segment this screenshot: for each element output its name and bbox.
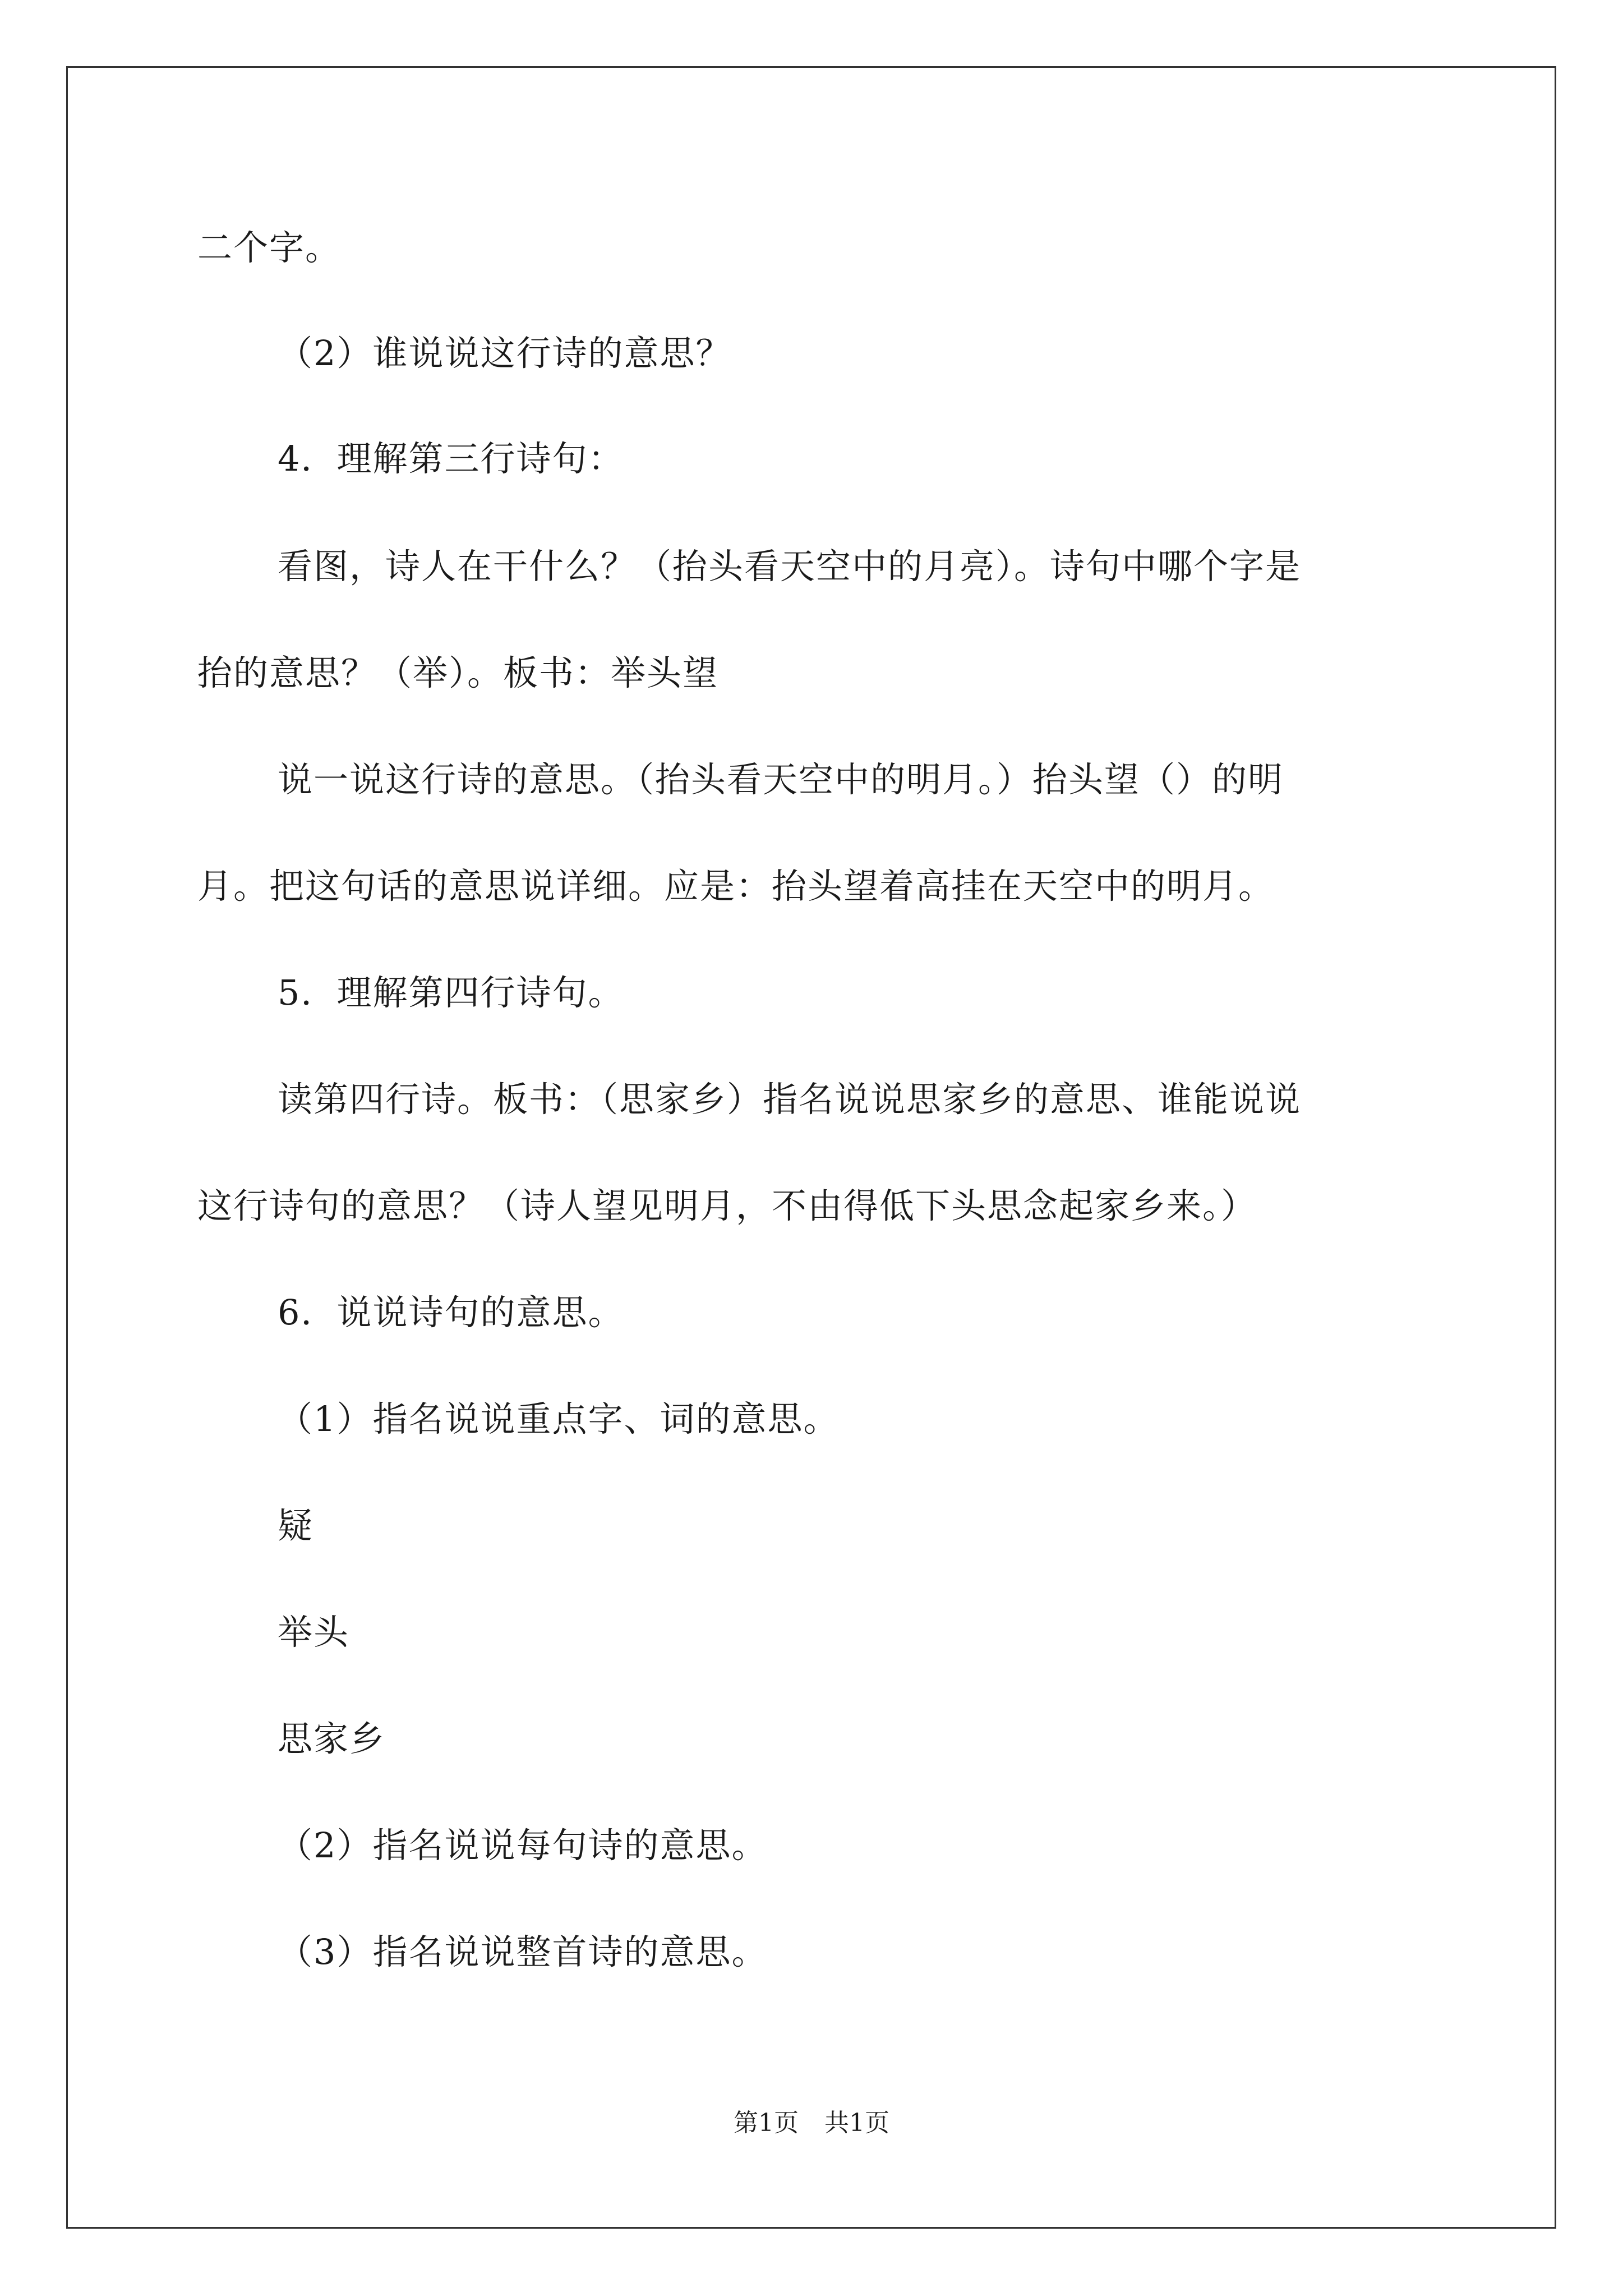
text-line-2: （2）谁说说这行诗的意思？ [278,333,732,374]
footer-current-page: 第1页 [734,2109,799,2137]
text-line-11: 6．说说诗句的意思。 [278,1292,624,1333]
text-line-10: 这行诗句的意思？（诗人望见明月，不由得低下头思念起家乡来。） [197,1185,1257,1226]
page-footer [0,2106,1623,2140]
text-line-6: 说一说这行诗的意思。（抬头看天空中的明月。）抬头望（）的明 [278,759,1284,800]
text-line-4: 看图，诗人在干什么？（抬头看天空中的月亮）。诗句中哪个字是 [278,546,1302,587]
text-line-7: 月。把这句话的意思说详细。应是：抬头望着高挂在天空中的明月。 [197,866,1275,907]
text-line-13: 疑 [278,1505,314,1546]
page-frame [66,66,1556,2229]
text-line-9: 读第四行诗。板书：（思家乡）指名说说思家乡的意思、谁能说说 [278,1079,1302,1120]
text-line-5: 抬的意思？（举）。板书：举头望 [197,652,719,693]
text-line-16: （2）指名说说每句诗的意思。 [278,1825,768,1866]
footer-total-pages: 共1页 [824,2109,889,2137]
text-line-17: （3）指名说说整首诗的意思。 [278,1931,768,1972]
text-line-8: 5．理解第四行诗句。 [278,972,624,1013]
text-line-12: （1）指名说说重点字、词的意思。 [278,1398,840,1439]
text-line-1: 二个字。 [197,227,342,268]
text-line-3: 4．理解第三行诗句： [278,438,624,479]
text-line-14: 举头 [278,1612,350,1653]
text-line-15: 思家乡 [278,1718,386,1759]
